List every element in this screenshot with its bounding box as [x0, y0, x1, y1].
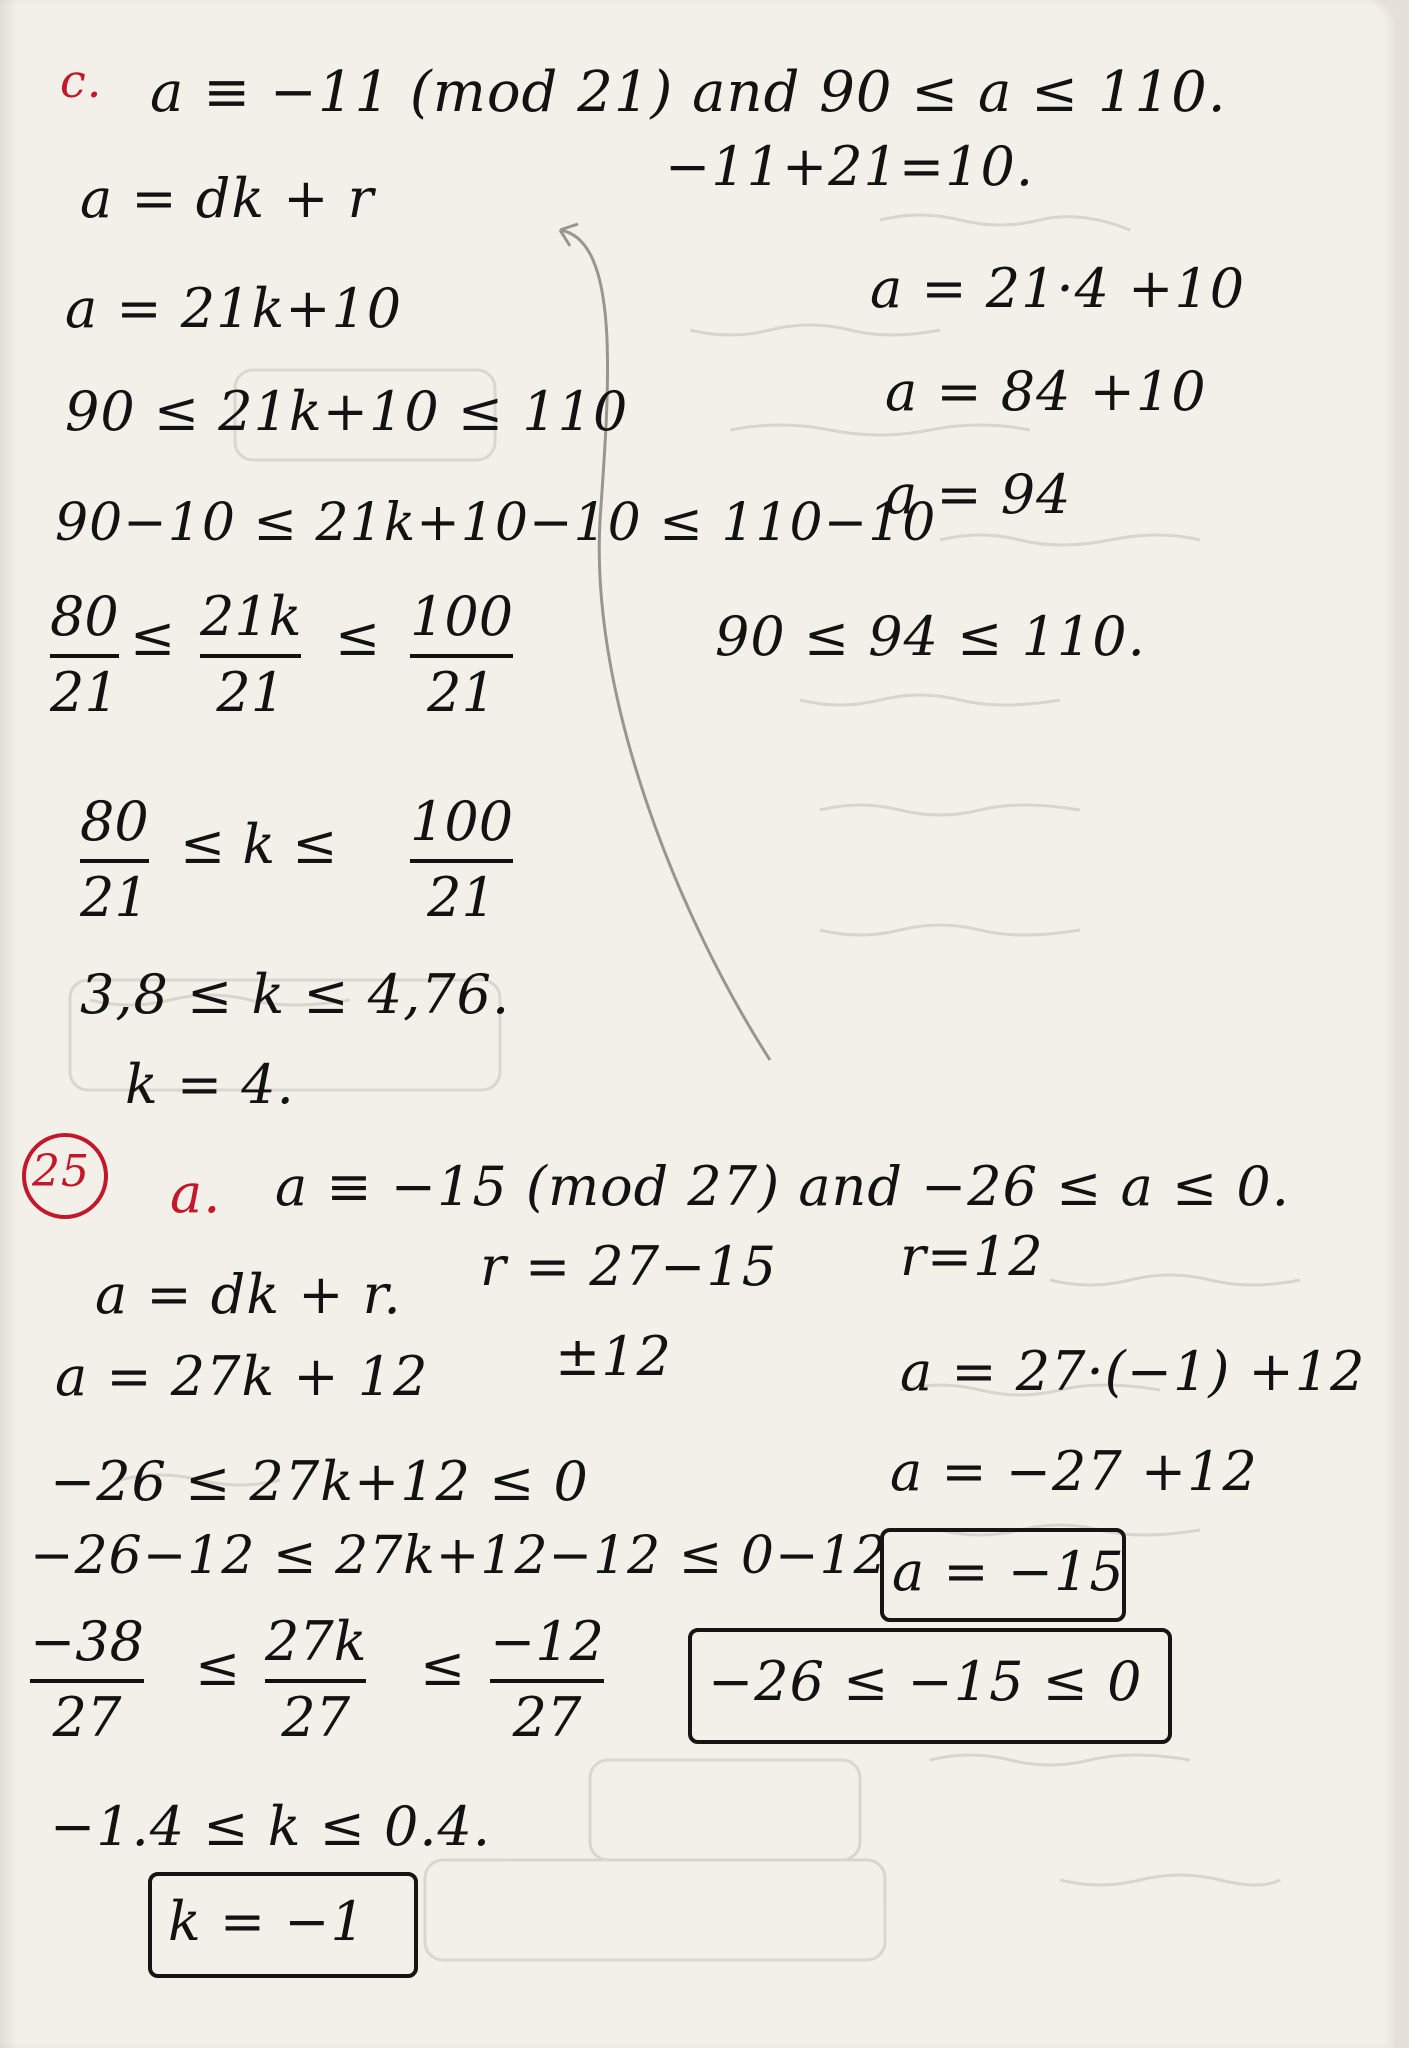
part-c-right1: a = 21·4 +10 [870, 257, 1246, 320]
part-c-frac2-mid: ≤ k ≤ [180, 813, 338, 876]
part-25a-line1: a = dk + r. [95, 1263, 402, 1326]
part-c-problem: a ≡ −11 (mod 21) and 90 ≤ a ≤ 110. [150, 60, 1227, 125]
part-25a-right1: a = 27·(−1) +12 [900, 1340, 1366, 1403]
part-25a-answer: a = −15 [892, 1540, 1125, 1603]
part-25a-frac-mid: 27k 27 [265, 1610, 367, 1749]
part-25a-frac-sep1: ≤ [195, 1635, 241, 1698]
part-c-frac-mid: 21k 21 [200, 585, 302, 724]
part-c-frac-left: 80 21 [50, 585, 119, 724]
part-25a-r-value: r=12 [900, 1225, 1044, 1288]
part-c-right2: a = 84 +10 [885, 360, 1207, 423]
part-25a-right2: a = −27 +12 [890, 1440, 1258, 1503]
part-c-right3: a = 94 [885, 463, 1072, 526]
part-25a-frac-right: −12 27 [490, 1610, 604, 1749]
part-c-line3: 90 ≤ 21k+10 ≤ 110 [65, 380, 629, 443]
part-c-line2: a = 21k+10 [65, 277, 403, 340]
part-c-side-note: −11+21=10. [665, 135, 1035, 198]
part-c-right4: 90 ≤ 94 ≤ 110. [715, 605, 1146, 668]
part-25a-approx: −1.4 ≤ k ≤ 0.4. [50, 1795, 492, 1858]
part-25a-label: a. [170, 1162, 222, 1225]
part-c-k-value: k = 4. [125, 1053, 295, 1116]
part-c-line1: a = dk + r [80, 167, 375, 230]
part-25a-line2: a = 27k + 12 [55, 1345, 429, 1408]
part-c-frac-right: 100 21 [410, 585, 514, 724]
part-25a-frac-left: −38 27 [30, 1610, 144, 1749]
part-c-label: c. [60, 54, 103, 108]
part-25a-frac-sep2: ≤ [420, 1635, 466, 1698]
part-c-approx: 3,8 ≤ k ≤ 4,76. [80, 963, 511, 1026]
part-25a-r-calc: r = 27−15 [480, 1235, 778, 1298]
part-25a-line4: −26−12 ≤ 27k+12−12 ≤ 0−12 [30, 1526, 888, 1586]
problem-number: 25 [32, 1146, 90, 1197]
part-c-frac-sep2: ≤ [335, 605, 381, 668]
part-25a-plus12: ±12 [555, 1325, 672, 1388]
part-25a-line3: −26 ≤ 27k+12 ≤ 0 [50, 1450, 589, 1513]
part-25a-check: −26 ≤ −15 ≤ 0 [708, 1650, 1143, 1713]
part-c-frac2-right: 100 21 [410, 790, 514, 929]
part-25a-k-value: k = −1 [168, 1890, 366, 1953]
part-c-line4: 90−10 ≤ 21k+10−10 ≤ 110−10 [55, 493, 937, 553]
part-25a-problem: a ≡ −15 (mod 27) and −26 ≤ a ≤ 0. [275, 1155, 1290, 1218]
part-c-frac2-left: 80 21 [80, 790, 149, 929]
part-c-frac-sep1: ≤ [130, 605, 176, 668]
